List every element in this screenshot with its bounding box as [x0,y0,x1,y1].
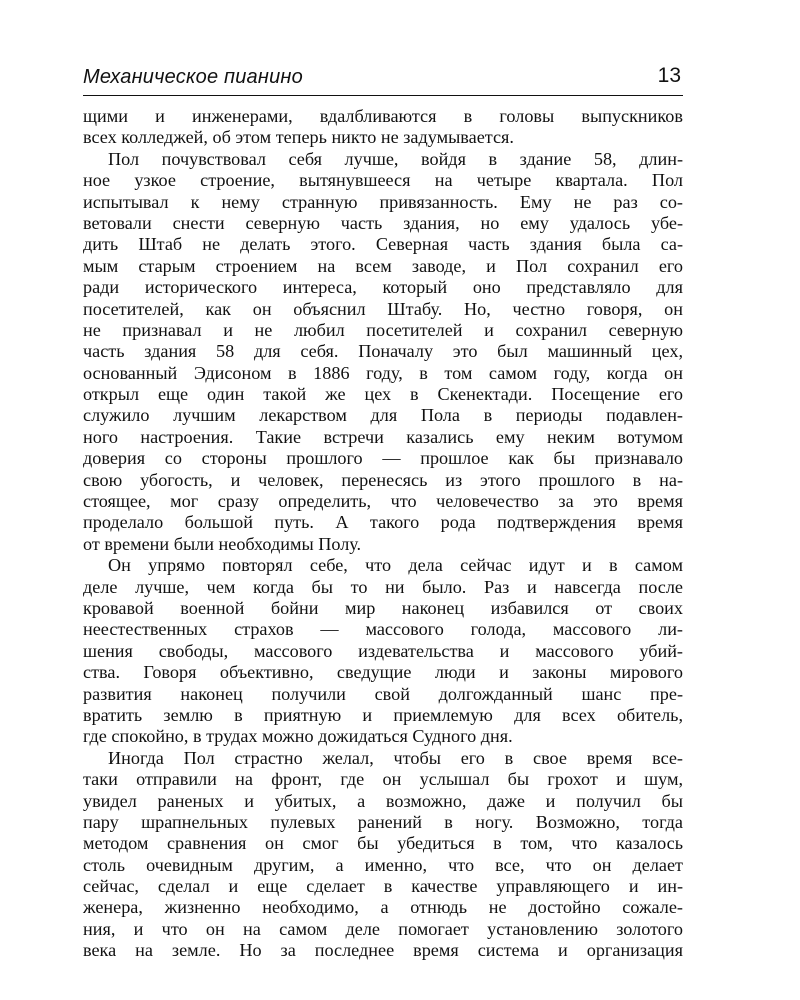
paragraph [83,149,683,555]
text-line: где спокойно, в трудах можно дожидаться Судного дня. [83,726,513,747]
text-line: мым старым строением на всем заводе, и Пол сохранил его [83,255,683,276]
text-line: Иногда Пол страстно желал, чтобы его в свое время все- [108,747,683,768]
text-line: Он упрямо повторял себе, что дела сейчас идут и в самом [108,555,683,576]
text-line: ради исторического интереса, который оно представляло для [83,277,683,298]
text-line: развития наконец получили свой долгожданный шанс пре- [83,683,683,704]
text-line: увидел раненых и убитых, а возможно, даже и получил бы [83,790,683,811]
text-line: Пол почувствовал себя лучше, войдя в здание 58, длин- [108,148,683,169]
text-line: посетителей, как он объяснил Штабу. Но, честно говоря, он [83,298,683,319]
book-page [83,58,683,962]
text-line: таки отправили на фронт, где он услышал бы грохот и шум, [83,769,683,790]
text-line: века на земле. Но за последнее время система и организация [83,940,683,961]
text-line: ветовали снести северную часть здания, но ему удалось убе- [83,212,683,233]
text-line: шения свободы, массового издевательства и массового убий- [83,640,683,661]
running-head [83,58,683,98]
text-line: часть здания 58 для себя. Поначалу это был машинный цех, [83,341,683,362]
text-line: методом сравнения он смог бы убедиться в том, что казалось [83,833,683,854]
text-line: деле лучше, чем когда бы то ни было. Раз и навсегда после [83,576,683,597]
page-number: 13 [657,64,681,87]
text-line: дить Штаб не делать этого. Северная часть здания была са- [83,234,683,255]
text-line: стоящее, мог сразу определить, что человечество за это время [83,491,683,512]
text-line: ства. Говоря объективно, сведущие люди и законы мирового [83,662,683,683]
text-line: ного настроения. Такие встречи казались ему неким вотумом [83,426,683,447]
body-text [83,106,683,962]
text-line: открыл еще один такой же цех в Скенектади. Посещение его [83,384,683,405]
text-line: вратить землю в приятную и приемлемую для всех обитель, [83,704,683,725]
text-line: неестественных страхов — массового голода, массового ли- [83,619,683,640]
header-rule [83,95,683,96]
text-line: служило лучшим лекарством для Пола в периоды подавлен- [83,405,683,426]
text-line: всех колледжей, об этом теперь никто не задумывается. [83,127,514,148]
text-line: кровавой военной бойни мир наконец избавился от своих [83,597,683,618]
text-line: сейчас, сделал и еще сделает в качестве управляющего и ин- [83,876,683,897]
text-line: свою убогость, и человек, перенесясь из этого прошлого в на- [83,469,683,490]
text-line: ное узкое строение, вытянувшееся на четыре квартала. Пол [83,170,683,191]
text-line: пару шрапнельных пулевых ранений в ногу. Возможно, тогда [83,811,683,832]
paragraph [83,106,683,149]
text-line: проделало большой путь. А такого рода подтверждения время [83,512,683,533]
paragraph [83,555,683,748]
text-line: женера, жизненно необходимо, а отнюдь не достойно сожале- [83,897,683,918]
text-line: основанный Эдисоном в 1886 году, в том самом году, когда он [83,362,683,383]
text-line: от времени были необходимы Полу. [83,533,362,554]
running-title: Механическое пианино [83,66,303,88]
paragraph [83,748,683,962]
text-line: испытывал к нему странную привязанность. Ему не раз со- [83,191,683,212]
text-line: щими и инженерами, вдалбливаются в головы выпускников [83,106,683,126]
text-line: столь очевидным другим, а именно, что все, что он делает [83,854,683,875]
text-line: доверия со стороны прошлого — прошлое как бы признавало [83,448,683,469]
text-line: не признавал и не любил посетителей и сохранил северную [83,319,683,340]
text-line: ния, и что он на самом деле помогает установлению золотого [83,918,683,939]
